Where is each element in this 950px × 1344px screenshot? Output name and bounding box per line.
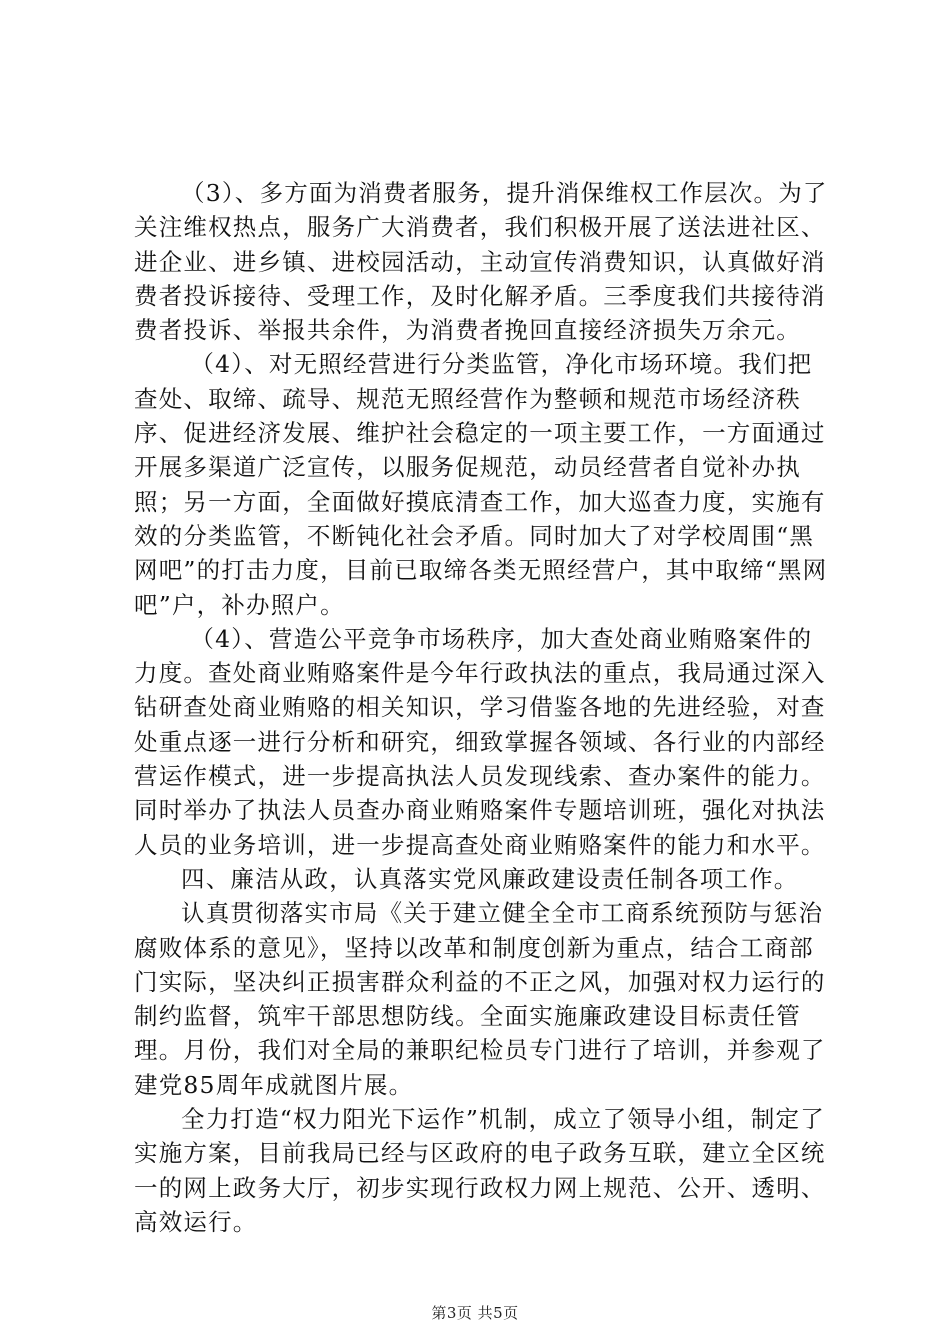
paragraph-unlicensed-business: （4）、对无照经营进行分类监管，净化市场环境。我们把查处、取缔、疏导、规范无照经营作为整顿和规范市场经济秩序、促进经济发展、维护社会稳定的一项主要工作，一方面通过开展多渠道广泛宣传，以服务促规范，动员经营者自觉补办执照；另一方面，全面做好摸底清查工作，加大巡查力度，实施有效的分类监管，不断钝化社会矛盾。同时加大了对学校周围“黑网吧”的打击力度，目前已取缔各类无照经营户，其中取缔“黑网吧”户，补办照户。 (134, 350, 828, 619)
page-number-footer: 第3页 共5页 (431, 1304, 519, 1322)
paragraph-commercial-bribery: （4）、营造公平竞争市场秩序，加大查处商业贿赂案件的力度。查处商业贿赂案件是今年行政执法的重点，我局通过深入钻研查处商业贿赂的相关知识，学习借鉴各地的先进经验，对查处重点逐一进行分析和研究，细致掌握各领域、各行业的内部经营运作模式，进一步提高执法人员发现线索、查办案件的能力。同时举办了执法人员查办商业贿赂案件专题培训班，强化对执法人员的业务培训，进一步提高查处商业贿赂案件的能力和水平。 (134, 624, 826, 859)
paragraph-consumer-service: （3）、多方面为消费者服务，提升消保维权工作层次。为了关注维权热点，服务广大消费者，我们积极开展了送法进社区、进企业、进乡镇、进校园活动，主动宣传消费知识，认真做好消费者投诉接待、受理工作，及时化解矛盾。三季度我们共接待消费者投诉、举报共余件，为消费者挽回直接经济损失万余元。 (134, 179, 828, 345)
document-body (134, 176, 834, 1239)
paragraph-anti-corruption: 认真贯彻落实市局《关于建立健全全市工商系统预防与惩治腐败体系的意见》，坚持以改革和制度创新为重点，结合工商部门实际，坚决纠正损害群众利益的不正之风，加强对权力运行的制约监督，筑牢干部思想防线。全面实施廉政建设目标责任管理。月份，我们对全局的兼职纪检员专门进行了培训，并参观了建党85周年成就图片展。 (134, 899, 826, 1099)
paragraph-power-transparency: 全力打造“权力阳光下运作”机制，成立了领导小组，制定了实施方案，目前我局已经与区政府的电子政务互联，建立全区统一的网上政务大厅，初步实现行政权力网上规范、公开、透明、高效运行。 (134, 1105, 826, 1236)
section-heading-integrity: 四、廉洁从政，认真落实党风廉政建设责任制各项工作。 (181, 864, 799, 893)
